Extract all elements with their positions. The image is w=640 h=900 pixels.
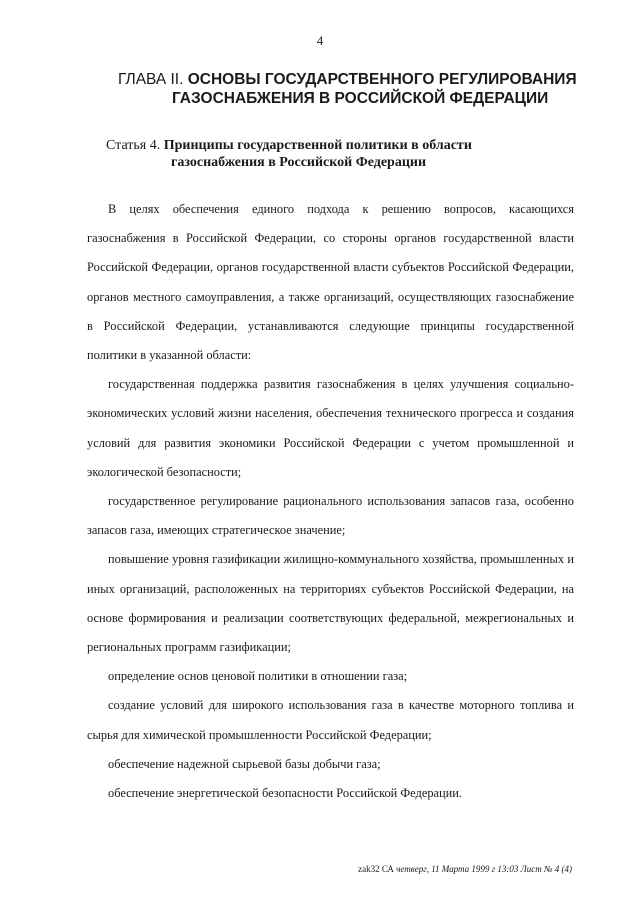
article-prefix: Статья 4. (106, 138, 164, 153)
article-body (87, 195, 574, 808)
chapter-prefix: ГЛАВА II. (118, 71, 188, 88)
article-heading (106, 137, 576, 171)
footer-date: четверг, 11 Марта 1999 г (393, 864, 496, 874)
paragraph-principle-4: определение основ ценовой политики в отношении газа; (108, 669, 408, 684)
chapter-title-line-1: ОСНОВЫ ГОСУДАРСТВЕННОГО РЕГУЛИРОВАНИЯ (187, 71, 577, 88)
paragraph-principle-3: повышение уровня газификации жилищно-коммунального хозяйства, промышленных и иных организаций, расположенных на территориях субъектов Российской Федерации, на основе формирования и реализации соответствующих федеральной, межрегиональных и региональных программ газификации; (87, 552, 574, 655)
footer-sheet: Лист № 4 (4) (518, 864, 572, 874)
paragraph-principle-5: создание условий для широкого использования газа в качестве моторного топлива и сырья для химической промышленности Российской Федерации; (87, 698, 574, 742)
footer-time: 13:03 (495, 864, 519, 874)
paragraph-principle-1: государственная поддержка развития газоснабжения в целях улучшения социально-экономических условий жизни населения, обеспечения технического прогресса и создания условий для развития экономики Российской Федерации с учетом промышленной и экологической безопасности; (87, 377, 574, 479)
footer-doc-id: zak32 СА (358, 864, 394, 874)
page-number: 4 (316, 33, 324, 48)
page-footer (358, 864, 572, 874)
article-title-line-2: газоснабжения в Российской Федерации (171, 155, 427, 170)
paragraph-intro: В целях обеспечения единого подхода к решению вопросов, касающихся газоснабжения в Российской Федерации, со стороны органов государственной власти Российской Федерации, органов государственной власти субъектов Российской Федерации, органов местного самоуправления, а также организаций, осуществляющих газоснабжение в Российской Федерации, устанавливаются следующие принципы государственной политики в указанной области: (87, 202, 574, 363)
article-title-line-1: Принципы государственной политики в области (163, 138, 472, 153)
paragraph-principle-6: обеспечение надежной сырьевой базы добычи газа; (108, 756, 381, 771)
chapter-title-line-2: ГАЗОСНАБЖЕНИЯ В РОССИЙСКОЙ ФЕДЕРАЦИИ (172, 90, 549, 107)
paragraph-principle-2: государственное регулирование рационального использования запасов газа, особенно запасов газа, имеющих стратегическое значение; (87, 494, 574, 538)
chapter-heading (118, 70, 588, 108)
paragraph-principle-7: обеспечение энергетической безопасности Российской Федерации. (108, 786, 463, 801)
